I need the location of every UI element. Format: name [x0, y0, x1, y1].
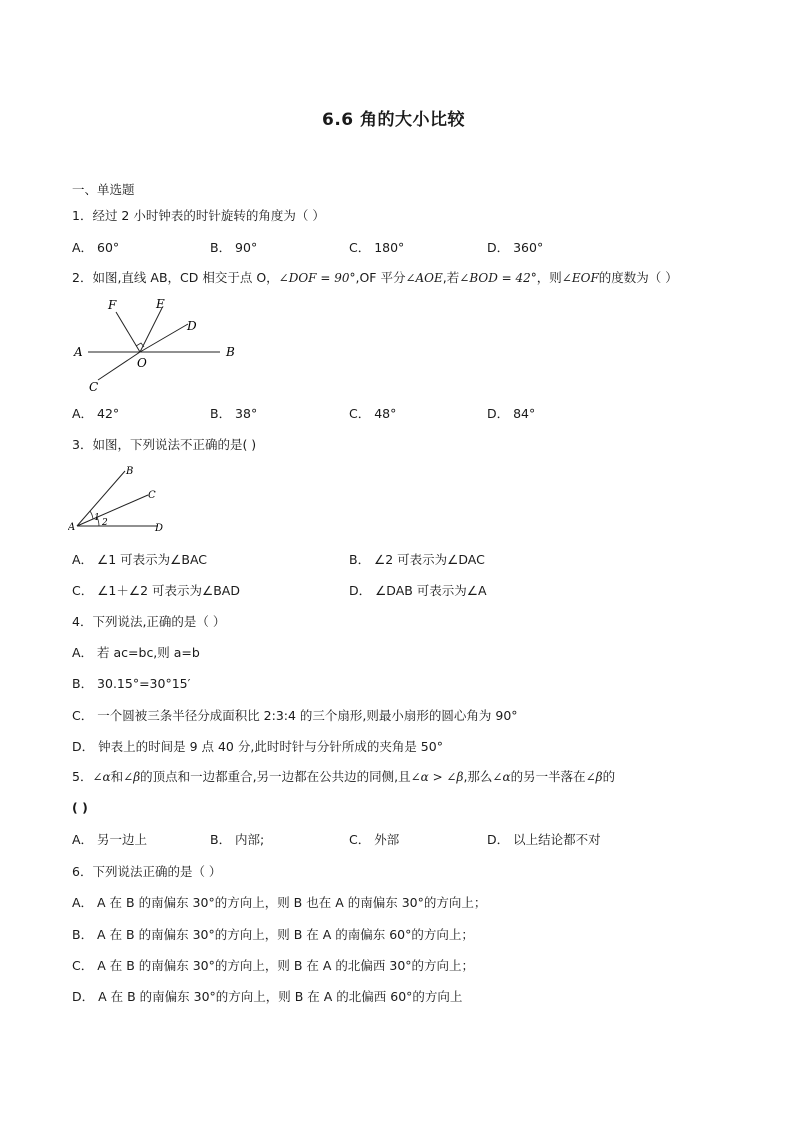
stem-text: 和 — [110, 769, 124, 784]
question-3-option-d[interactable]: D． ∠DAB 可表示为∠A — [349, 583, 487, 598]
label-o: O — [137, 356, 147, 370]
math-expression: ∠β — [123, 770, 141, 784]
question-6-stem: 6．下列说法正确的是（ ） — [72, 864, 222, 879]
question-2-option-c[interactable]: C． 48° — [349, 406, 397, 421]
label-e: E — [156, 297, 165, 311]
label-c: C — [89, 380, 99, 394]
question-5-option-d[interactable]: D． 以上结论都不对 — [487, 832, 601, 847]
ray-ab — [77, 471, 125, 526]
math-expression: ∠DOF = 90° — [278, 271, 356, 285]
question-1-option-d[interactable]: D． 360° — [487, 240, 544, 255]
question-1-option-c[interactable]: C． 180° — [349, 240, 405, 255]
ray-oc — [98, 352, 140, 380]
question-5-option-a[interactable]: A． 另一边上 — [72, 832, 148, 847]
stem-text: ，则 — [536, 270, 562, 285]
question-2-stem — [72, 268, 678, 286]
label-a: A — [74, 345, 83, 359]
label-b: B — [126, 466, 134, 477]
stem-text: ,若 — [442, 270, 460, 285]
section-heading: 一、单选题 — [72, 182, 135, 197]
question-4-option-a[interactable]: A． 若 ac=bc,则 a=b — [72, 645, 200, 660]
question-6-option-d[interactable]: D． A 在 B 的南偏东 30°的方向上，则 B 在 A 的北偏西 60°的方向上 — [72, 989, 463, 1004]
label-d: D — [187, 319, 197, 333]
question-1-option-a[interactable]: A． 60° — [72, 240, 120, 255]
stem-text: ,那么 — [463, 769, 493, 784]
question-1-stem: 1．经过 2 小时钟表的时针旋转的角度为（ ） — [72, 208, 325, 223]
question-5-option-b[interactable]: B． 内部; — [210, 832, 265, 847]
math-expression: ∠EOF — [561, 271, 599, 285]
math-expression: ∠BOD = 42° — [459, 271, 537, 285]
math-expression: ∠α — [492, 770, 511, 784]
question-4-option-b[interactable]: B． 30.15°=30°15′ — [72, 676, 191, 691]
math-expression: ∠AOE — [405, 271, 443, 285]
question-3-option-a[interactable]: A． ∠1 可表示为∠BAC — [72, 552, 207, 567]
stem-text: 的 — [602, 769, 616, 784]
ray-ac — [77, 495, 148, 526]
question-6-option-a[interactable]: A． A 在 B 的南偏东 30°的方向上，则 B 也在 A 的南偏东 30°的方向上； — [72, 895, 487, 910]
question-3-option-b[interactable]: B． ∠2 可表示为∠DAC — [349, 552, 485, 567]
page-title: 6.6 角的大小比较 — [322, 110, 466, 130]
label-f: F — [108, 298, 117, 312]
stem-text: 2．如图,直线 AB，CD 相交于点 O， — [72, 270, 279, 285]
stem-text: 的顶点和一边都重合,另一边都在公共边的同侧,且 — [140, 769, 411, 784]
question-4-option-d[interactable]: D． 钟表上的时间是 9 点 40 分,此时时针与分针所成的夹角是 50° — [72, 739, 443, 754]
question-5-option-c[interactable]: C． 外部 — [349, 832, 400, 847]
label-d: D — [155, 523, 164, 534]
question-3-figure — [68, 462, 178, 536]
stem-text: 的度数为（ ） — [598, 270, 678, 285]
math-expression: ∠α — [92, 770, 111, 784]
stem-text: 的另一半落在 — [510, 769, 586, 784]
question-3-option-c[interactable]: C． ∠1＋∠2 可表示为∠BAD — [72, 583, 240, 598]
question-6-option-b[interactable]: B． A 在 B 的南偏东 30°的方向上，则 B 在 A 的南偏东 60°的方向上； — [72, 927, 474, 942]
angle-1-arc — [90, 511, 93, 519]
label-angle-2: 2 — [102, 518, 108, 528]
math-expression: ∠α > ∠β — [410, 770, 464, 784]
question-4-stem: 4．下列说法,正确的是（ ） — [72, 614, 226, 629]
stem-text: 5． — [72, 769, 93, 784]
question-2-option-b[interactable]: B． 38° — [210, 406, 258, 421]
question-2-option-d[interactable]: D． 84° — [487, 406, 536, 421]
question-5-stem — [72, 767, 615, 785]
question-3-stem: 3．如图，下列说法不正确的是( ) — [72, 437, 257, 452]
question-1-option-b[interactable]: B． 90° — [210, 240, 258, 255]
label-a: A — [68, 522, 76, 533]
label-angle-1: 1 — [94, 513, 100, 523]
question-5-stem-continued: ( ) — [72, 800, 88, 815]
label-b: B — [226, 345, 235, 359]
question-2-option-a[interactable]: A． 42° — [72, 406, 120, 421]
question-2-figure — [70, 292, 245, 394]
stem-text: ,OF 平分 — [355, 270, 406, 285]
math-expression: ∠β — [585, 770, 603, 784]
question-6-option-c[interactable]: C． A 在 B 的南偏东 30°的方向上，则 B 在 A 的北偏西 30°的方向上； — [72, 958, 475, 973]
label-c: C — [148, 490, 156, 501]
question-4-option-c[interactable]: C． 一个圆被三条半径分成面积比 2:3:4 的三个扇形,则最小扇形的圆心角为 90° — [72, 708, 518, 723]
